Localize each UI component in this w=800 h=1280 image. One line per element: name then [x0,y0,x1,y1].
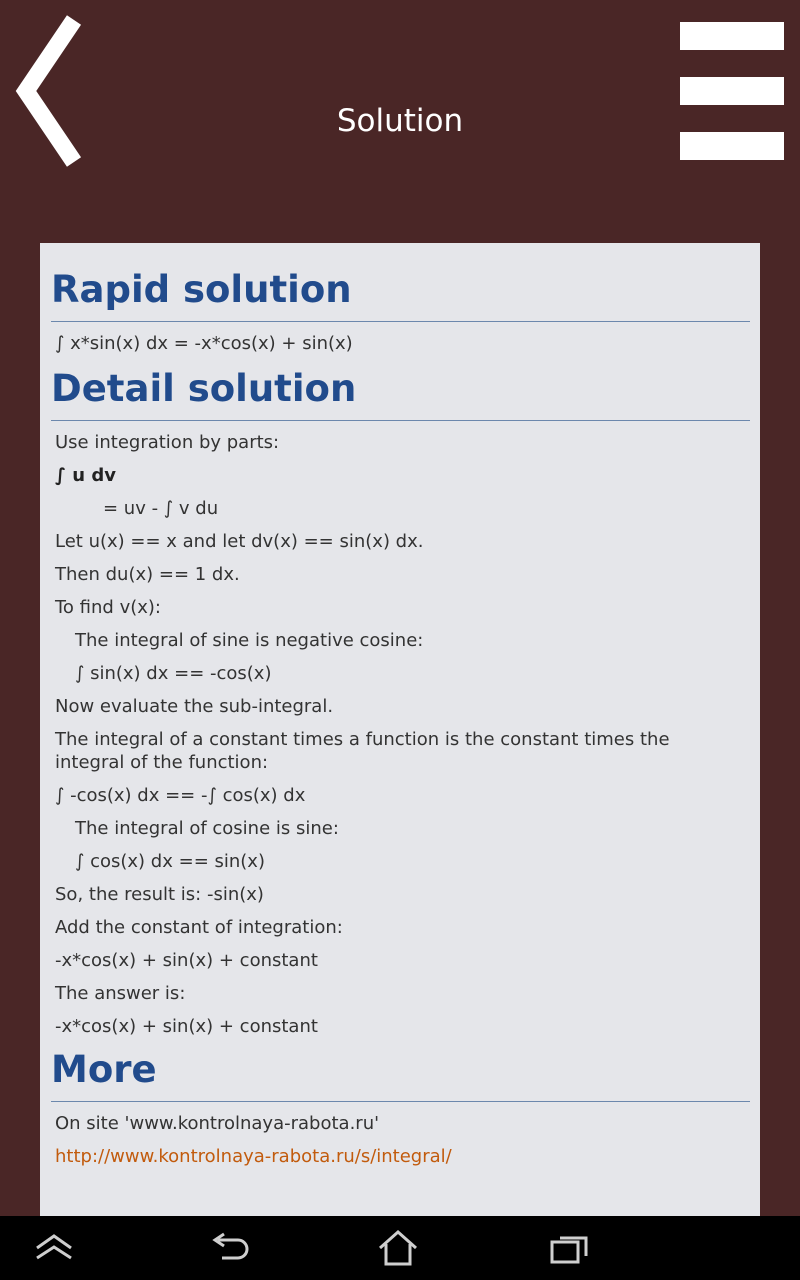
detail-line: The answer is: [55,983,186,1004]
detail-line: = uv - ∫ v du [103,498,219,519]
system-navigation-bar [0,1216,800,1280]
solution-panel [40,243,760,1216]
hamburger-menu-icon [680,22,784,50]
detail-line: Then du(x) == 1 dx. [55,564,240,585]
detail-line: Let u(x) == x and let dv(x) == sin(x) dx. [55,531,424,552]
answer-line: -x*cos(x) + sin(x) + constant [55,1016,318,1037]
nav-recents-button[interactable] [540,1226,600,1270]
detail-line: The integral of cosine is sine: [75,818,339,839]
nav-back-button[interactable] [200,1226,260,1270]
chevron-up-icon [24,1226,84,1270]
home-icon [368,1226,428,1270]
more-heading: More [51,1048,750,1102]
recent-apps-icon [540,1226,600,1270]
nav-home-button[interactable] [368,1226,428,1270]
rapid-solution-heading: Rapid solution [51,268,750,322]
detail-line: ∫ -cos(x) dx == -∫ cos(x) dx [55,785,306,806]
detail-line: ∫ sin(x) dx == -cos(x) [75,663,272,684]
detail-line: The integral of a constant times a function is the constant times the integral of the function: [55,729,670,773]
app-header [0,0,800,243]
back-button[interactable] [10,10,90,175]
chevron-left-icon [10,10,90,175]
more-site-text: On site 'www.kontrolnaya-rabota.ru' [55,1113,380,1134]
detail-line: The integral of sine is negative cosine: [75,630,424,651]
detail-line: Now evaluate the sub-integral. [55,696,334,717]
detail-line: To find v(x): [55,597,161,618]
rapid-solution-formula: ∫ x*sin(x) dx = -x*cos(x) + sin(x) [55,333,353,354]
integral-link[interactable]: http://www.kontrolnaya-rabota.ru/s/integral/ [55,1146,452,1167]
nav-up-button[interactable] [24,1226,84,1270]
detail-solution-heading: Detail solution [51,367,750,421]
menu-button[interactable] [676,18,788,166]
back-arrow-icon [200,1226,260,1270]
detail-line: Use integration by parts: [55,432,280,453]
detail-line: ∫ u dv [55,465,116,486]
page-title: Solution [336,103,464,139]
detail-line: ∫ cos(x) dx == sin(x) [75,851,265,872]
detail-line: Add the constant of integration: [55,917,343,938]
detail-line: So, the result is: -sin(x) [55,884,264,905]
detail-line: -x*cos(x) + sin(x) + constant [55,950,318,971]
